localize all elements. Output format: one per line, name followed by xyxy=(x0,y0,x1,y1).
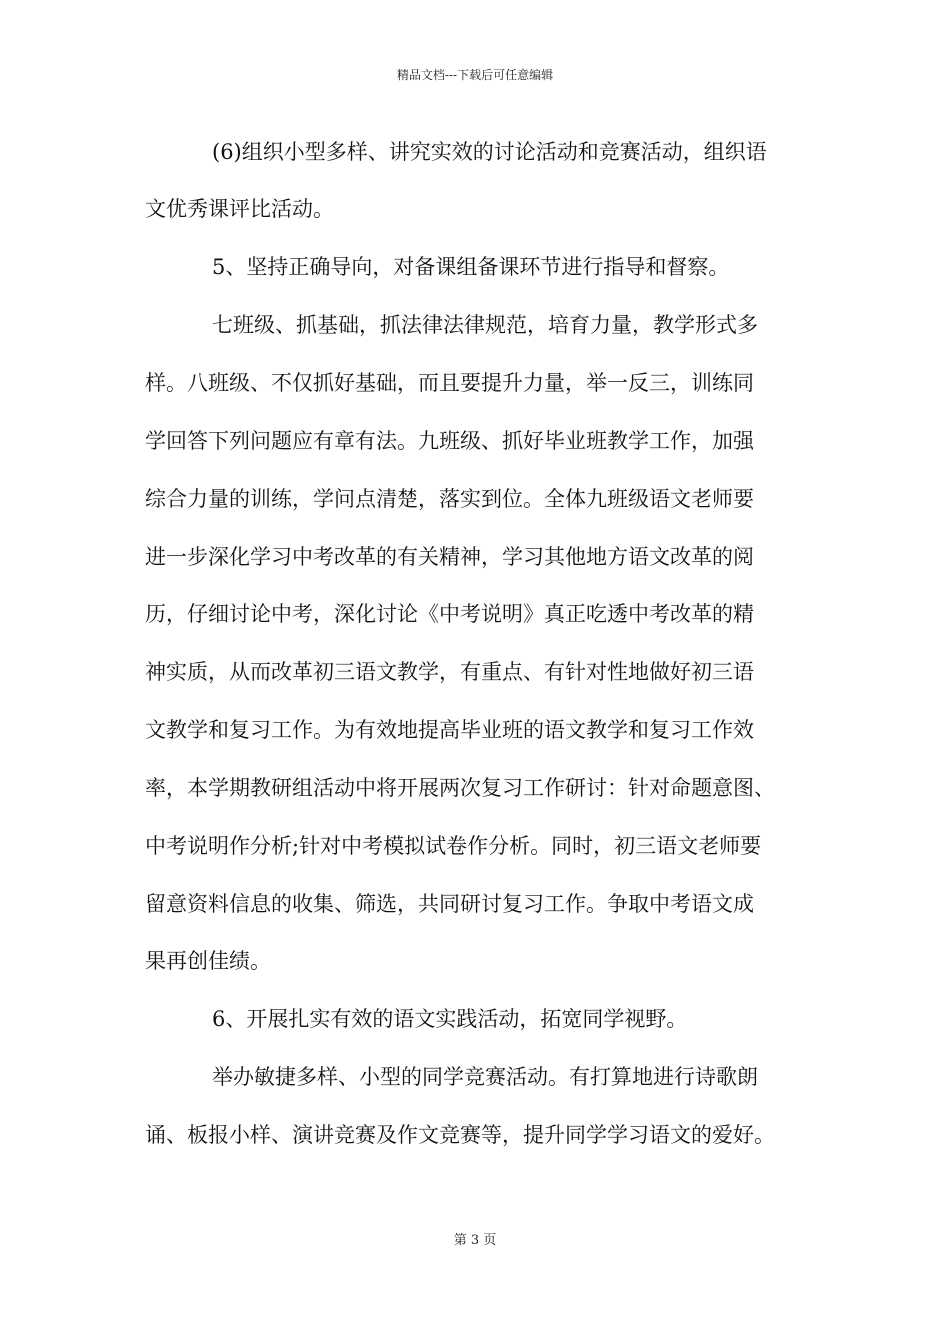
paragraph-line: 文优秀课评比活动。 xyxy=(145,197,334,221)
paragraph-line: 果再创佳绩。 xyxy=(145,949,271,973)
paragraph-line: 历，仔细讨论中考，深化讨论《中考说明》真正吃透中考改革的精 xyxy=(145,602,754,626)
paragraph-line: 七班级、抓基础，抓法律法律规范，培育力量，教学形式多 xyxy=(212,313,758,337)
paragraph-line: 文教学和复习工作。为有效地提高毕业班的语文教学和复习工作效 xyxy=(145,718,754,742)
page-header: 精品文档---下载后可任意编辑 xyxy=(396,68,554,82)
paragraph-line: 学回答下列问题应有章有法。九班级、抓好毕业班教学工作，加强 xyxy=(145,429,754,453)
paragraph-line: 样。八班级、不仅抓好基础，而且要提升力量，举一反三，训练同 xyxy=(145,371,754,395)
paragraph-line: 举办敏捷多样、小型的同学竞赛活动。有打算地进行诗歌朗 xyxy=(212,1065,758,1089)
paragraph-line: 留意资料信息的收集、筛选，共同研讨复习工作。争取中考语文成 xyxy=(145,892,754,916)
paragraph-line: 5、坚持正确导向，对备课组备课环节进行指导和督察。 xyxy=(212,255,730,279)
paragraph-line: 中考说明作分析;针对中考模拟试卷作分析。同时，初三语文老师要 xyxy=(145,834,762,858)
paragraph-line: 进一步深化学习中考改革的有关精神，学习其他地方语文改革的阅 xyxy=(145,545,754,569)
page-number: 第 3 页 xyxy=(453,1233,497,1248)
paragraph-line: 综合力量的训练，学问点清楚，落实到位。全体九班级语文老师要 xyxy=(145,487,754,511)
paragraph-line: 诵、板报小样、演讲竞赛及作文竞赛等，提升同学学习语文的爱好。 xyxy=(145,1123,775,1147)
document-body xyxy=(0,130,950,1210)
paragraph-line: (6)组织小型多样、讲究实效的讨论活动和竞赛活动，组织语 xyxy=(212,140,767,164)
paragraph-line: 6、开展扎实有效的语文实践活动，拓宽同学视野。 xyxy=(212,1007,688,1031)
paragraph-line: 神实质，从而改革初三语文教学，有重点、有针对性地做好初三语 xyxy=(145,660,754,684)
paragraph-line: 率，本学期教研组活动中将开展两次复习工作研讨：针对命题意图、 xyxy=(145,776,775,800)
